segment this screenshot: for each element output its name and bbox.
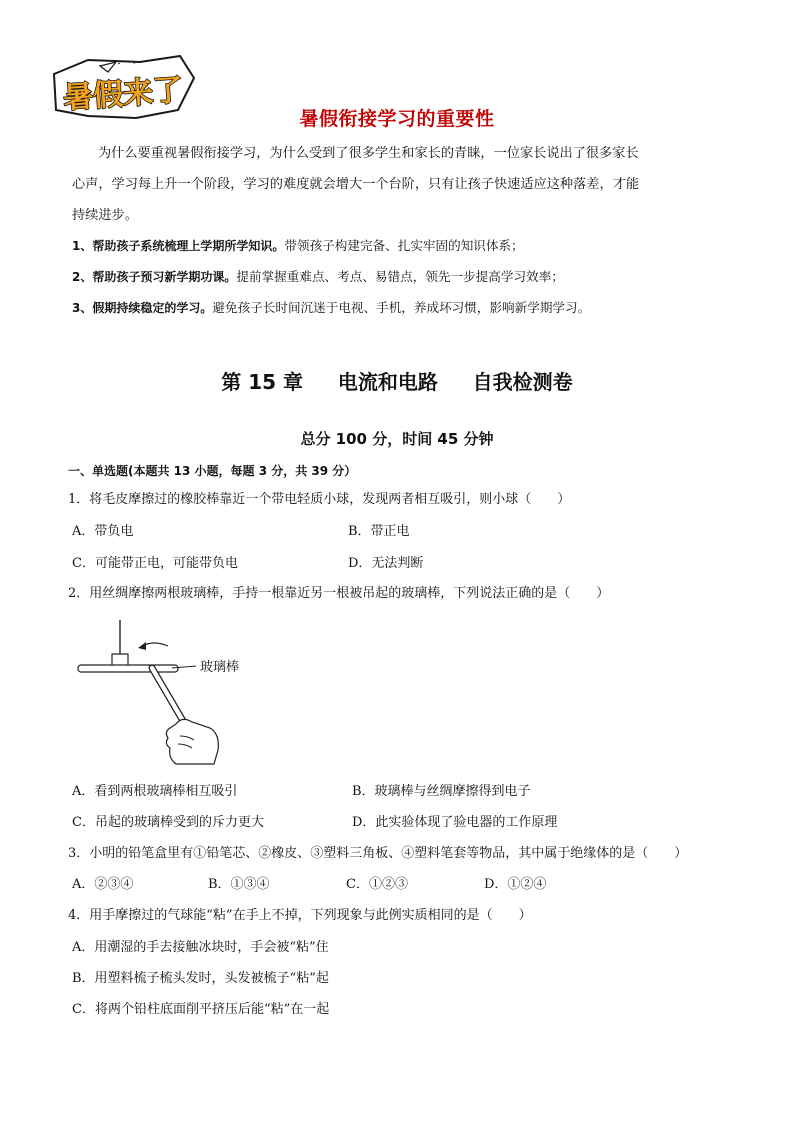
intro-line: 为什么要重视暑假衔接学习，为什么受到了很多学生和家长的青睐，一位家长说出了很多家长 [98,146,639,161]
logo-text: 暑假来了 [62,72,185,117]
q1-option-a: A．带负电 [72,524,134,539]
benefit-item: 2、帮助孩子预习新学期功课。提前掌握重难点、考点、易错点，领先一步提高学习效率； [72,269,564,284]
section-heading: 一、单选题(本题共 13 小题，每题 3 分，共 39 分） [68,464,357,478]
question-4-stem: 4．用手摩擦过的气球能“粘”在手上不掉，下列现象与此例实质相同的是（ ） [68,908,532,923]
benefit-item: 1、帮助孩子系统梳理上学期所学知识。带领孩子构建完备、扎实牢固的知识体系； [72,238,524,253]
q2-option-b: B．玻璃棒与丝绸摩擦得到电子 [352,784,531,799]
intro-paragraph [72,138,724,231]
intro-line: 心声，学习每上升一个阶段，学习的难度就会增大一个台阶，只有让孩子快速适应这种落差，才能 [72,177,640,192]
glass-rod-diagram [72,616,272,766]
q4-option-c: C．将两个铅柱底面削平挤压后能“粘”在一起 [72,1002,330,1017]
benefit-list [72,234,724,327]
question-1-stem: 1．将毛皮摩擦过的橡胶棒靠近一个带电轻质小球，发现两者相互吸引，则小球（ ） [68,492,571,507]
chapter-title: 第 15 章 电流和电路 自我检测卷 [221,370,573,394]
q2-option-a: A．看到两根玻璃棒相互吸引 [72,784,238,799]
q2-option-d: D．此实验体现了验电器的工作原理 [352,815,558,830]
q1-option-d: D．无法判断 [348,556,424,571]
glass-rod-label: 玻璃棒 [200,660,240,675]
q4-option-b: B．用塑料梳子梳头发时，头发被梳子“粘”起 [72,971,329,986]
page-heading: 暑假衔接学习的重要性 [299,108,495,130]
q3-option-b: B．①③④ [208,877,270,892]
q3-option-d: D．①②④ [484,877,547,892]
question-3-stem: 3．小明的铅笔盒里有①铅笔芯、②橡皮、③塑料三角板、④塑料笔套等物品，其中属于绝缘体的是（ ） [68,846,688,861]
question-2-stem: 2．用丝绸摩擦两根玻璃棒，手持一根靠近另一根被吊起的玻璃棒，下列说法正确的是（ ） [68,586,610,601]
q1-option-c: C．可能带正电，可能带负电 [72,556,238,571]
exam-info: 总分 100 分，时间 45 分钟 [300,430,494,448]
q3-option-a: A．②③④ [72,877,134,892]
q4-option-a: A．用潮湿的手去接触冰块时，手会被“粘”住 [72,940,329,955]
benefit-item: 3、假期持续稳定的学习。避免孩子长时间沉迷于电视、手机，养成坏习惯，影响新学期学习。 [72,300,591,315]
intro-line: 持续进步。 [72,208,138,223]
q1-option-b: B．带正电 [348,524,410,539]
q3-option-c: C．①②③ [346,877,408,892]
q2-option-c: C．吊起的玻璃棒受到的斥力更大 [72,815,264,830]
